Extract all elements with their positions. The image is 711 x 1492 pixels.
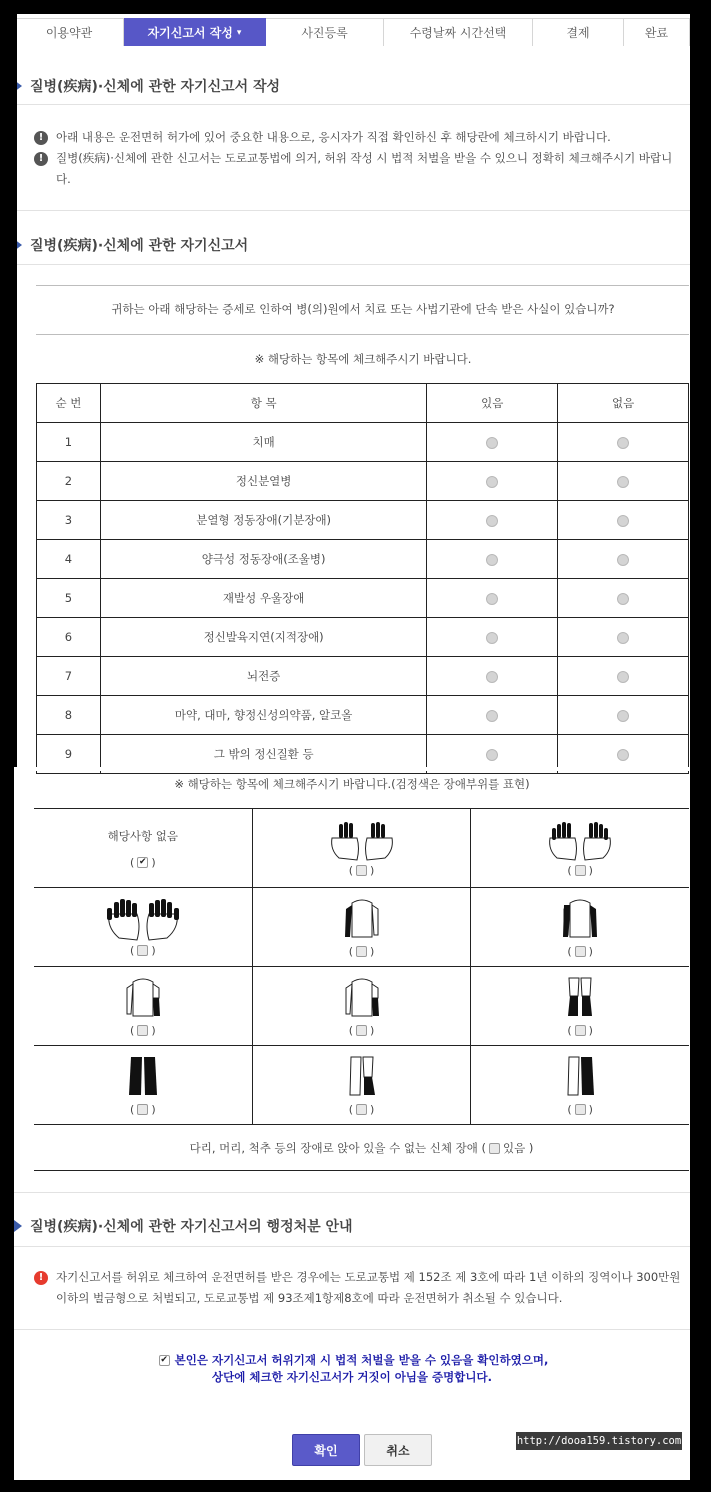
section-title-penalty: 질병(疾病)·신체에 관한 자기신고서의 행정처분 안내 <box>14 1216 690 1236</box>
table-row: 5 재발성 우울장애 <box>37 579 689 618</box>
cell-hands-more: ( ) <box>471 809 689 887</box>
radio-yes[interactable] <box>486 476 498 488</box>
chevron-down-icon: ▾ <box>236 27 242 38</box>
confirm-statement: ✔ 본인은 자기신고서 허위기재 시 법적 처벌을 받을 수 있음을 확인하였으며, 상단에 체크한 자기신고서가 거짓이 아님을 증명합니다. <box>160 1353 549 1384</box>
table-row: 3 분열형 정동장애(기분장애) <box>37 501 689 540</box>
confirm-checkbox[interactable]: ✔ <box>160 1355 168 1365</box>
frame-left <box>0 0 14 1492</box>
right-leg-icon <box>560 1055 600 1101</box>
crop-seam-left <box>14 14 17 767</box>
header-yes: 있음 <box>427 384 558 423</box>
tab-photo[interactable]: 사진등록 <box>266 18 384 46</box>
body-checkbox[interactable] <box>137 1104 148 1115</box>
body-checkbox[interactable] <box>575 946 586 957</box>
table-row: 1 치매 <box>37 423 689 462</box>
radio-yes[interactable] <box>486 749 498 761</box>
frame-right <box>690 0 711 1492</box>
header-item: 항 목 <box>100 384 426 423</box>
cell-right-lower-leg: ( ) <box>253 1046 472 1124</box>
exclamation-icon: ! <box>34 131 48 145</box>
cell-right-leg: ( ) <box>471 1046 689 1124</box>
tab-complete[interactable]: 완료 <box>624 18 690 46</box>
section-title-report: 질병(疾病)·신체에 관한 자기신고서 <box>14 235 690 255</box>
grid-row <box>34 966 689 1045</box>
radio-no[interactable] <box>617 593 629 605</box>
table-header-row <box>37 384 689 423</box>
divider <box>14 210 690 211</box>
cell-none: 해당사항 없음 ( ✔ ) <box>34 809 253 887</box>
cell-left-forearm: ( ) <box>34 967 253 1045</box>
tab-terms[interactable]: 이용약관 <box>14 18 124 46</box>
lower-legs-icon <box>560 976 600 1022</box>
table-row: 8 마약, 대마, 향정신성의약품, 알코올 <box>37 696 689 735</box>
divider <box>14 1246 690 1247</box>
body-instruction: ※ 해당하는 항목에 체크해주시기 바랍니다.(검정색은 장애부위를 표현) <box>174 777 530 791</box>
radio-no[interactable] <box>617 749 629 761</box>
radio-no[interactable] <box>617 671 629 683</box>
both-legs-icon <box>123 1055 163 1101</box>
divider <box>36 334 689 335</box>
radio-no[interactable] <box>617 554 629 566</box>
radio-yes[interactable] <box>486 515 498 527</box>
header-no: 순 번 <box>37 384 101 423</box>
radio-yes[interactable] <box>486 554 498 566</box>
hands-fingers-icon <box>327 820 397 862</box>
radio-yes[interactable] <box>486 671 498 683</box>
body-checkbox[interactable] <box>356 1025 367 1036</box>
sitting-checkbox[interactable] <box>489 1143 500 1154</box>
tab-payment[interactable]: 결제 <box>533 18 624 46</box>
divider <box>14 264 690 265</box>
radio-no[interactable] <box>617 632 629 644</box>
confirm-button[interactable]: 확인 <box>292 1434 360 1466</box>
cell-right-forearm: ( ) <box>253 967 472 1045</box>
header-no-col: 없음 <box>558 384 689 423</box>
exclamation-icon: ! <box>34 152 48 166</box>
cell-left-arm: ( ) <box>253 888 472 966</box>
table-row: 6 정신발육지연(지적장애) <box>37 618 689 657</box>
table-row: 4 양극성 정동장애(조울병) <box>37 540 689 579</box>
radio-yes[interactable] <box>486 437 498 449</box>
right-lower-leg-icon <box>342 1055 382 1101</box>
divider <box>14 1192 690 1193</box>
table-row: 9 그 밖의 정신질환 등 <box>37 735 689 774</box>
exclamation-icon: ! <box>34 1271 48 1285</box>
tab-self-report[interactable]: 자기신고서 작성 ▾ <box>124 18 266 46</box>
crop-seam <box>14 767 690 771</box>
table-row: 7 뇌전증 <box>37 657 689 696</box>
question-text: 귀하는 아래 해당하는 증세로 인하여 병(의)원에서 치료 또는 사법기관에 단속 받은 사실이 있습니까? <box>111 302 615 316</box>
radio-yes[interactable] <box>486 710 498 722</box>
table-row: 2 정신분열병 <box>37 462 689 501</box>
radio-yes[interactable] <box>486 593 498 605</box>
radio-no[interactable] <box>617 437 629 449</box>
cell-both-legs: ( ) <box>34 1046 253 1124</box>
bullet-icon <box>14 1220 22 1232</box>
section-title-write: 질병(疾病)·신체에 관한 자기신고서 작성 <box>14 76 690 96</box>
right-arm-icon <box>560 897 600 943</box>
hands-all-icon <box>105 898 181 942</box>
cancel-button[interactable]: 취소 <box>364 1434 432 1466</box>
notice-important: ! 아래 내용은 운전면허 허가에 있어 중요한 내용으로, 응시자가 직접 확인하신 후 해당란에 체크하시기 바랍니다. <box>34 127 684 148</box>
right-forearm-icon <box>342 976 382 1022</box>
body-checkbox[interactable] <box>137 945 148 956</box>
cell-hands-all: ( ) <box>34 888 253 966</box>
divider <box>14 1329 690 1330</box>
penalty-notice: ! 자기신고서를 허위로 체크하여 운전면허를 받은 경우에는 도로교통법 제 152조 제 3호에 따라 1년 이하의 징역이나 300만원 이하의 벌금형으로 처벌되고, 도로교통법 제 93조제1항제8호에 따라 운전면허가 취소될 수 있습니다. <box>34 1267 684 1309</box>
symptom-table <box>36 383 689 774</box>
divider <box>36 285 689 286</box>
body-checkbox[interactable] <box>356 946 367 957</box>
frame-bottom <box>0 1480 711 1492</box>
hands-fingers-more-icon <box>545 820 615 862</box>
tab-pickup-date[interactable]: 수령날짜 시간선택 <box>384 18 533 46</box>
instruction-text: ※ 해당하는 항목에 체크해주시기 바랍니다. <box>254 352 472 366</box>
watermark: http://dooa159.tistory.com <box>516 1432 682 1450</box>
grid-row <box>34 1045 689 1124</box>
cell-hands-partial: ( ) <box>253 809 472 887</box>
page <box>14 14 690 1480</box>
cell-lower-legs: ( ) <box>471 967 689 1045</box>
grid-row <box>34 887 689 966</box>
radio-yes[interactable] <box>486 632 498 644</box>
body-part-grid <box>34 808 689 1171</box>
left-arm-icon <box>342 897 382 943</box>
body-checkbox[interactable] <box>356 865 367 876</box>
body-checkbox[interactable] <box>356 1104 367 1115</box>
none-checkbox[interactable]: ✔ <box>139 856 147 867</box>
radio-no[interactable] <box>617 515 629 527</box>
step-tabs <box>14 18 690 46</box>
cell-right-arm: ( ) <box>471 888 689 966</box>
divider <box>14 104 690 105</box>
left-forearm-icon <box>123 976 163 1022</box>
frame-top <box>0 0 711 14</box>
body-checkbox[interactable] <box>575 1025 586 1036</box>
body-checkbox[interactable] <box>575 1104 586 1115</box>
notice-penalty: ! 질병(疾病)·신체에 관한 신고서는 도로교통법에 의거, 허위 작성 시 법적 처벌을 받을 수 있으니 정확히 체크해주시기 바랍니다. <box>34 148 684 190</box>
body-checkbox[interactable] <box>137 1025 148 1036</box>
radio-no[interactable] <box>617 476 629 488</box>
grid-row <box>34 808 689 887</box>
radio-no[interactable] <box>617 710 629 722</box>
sitting-disability-row: 다리, 머리, 척추 등의 장애로 앉아 있을 수 없는 신체 장애 ( 있음 ) <box>34 1124 689 1171</box>
body-checkbox[interactable] <box>575 865 586 876</box>
